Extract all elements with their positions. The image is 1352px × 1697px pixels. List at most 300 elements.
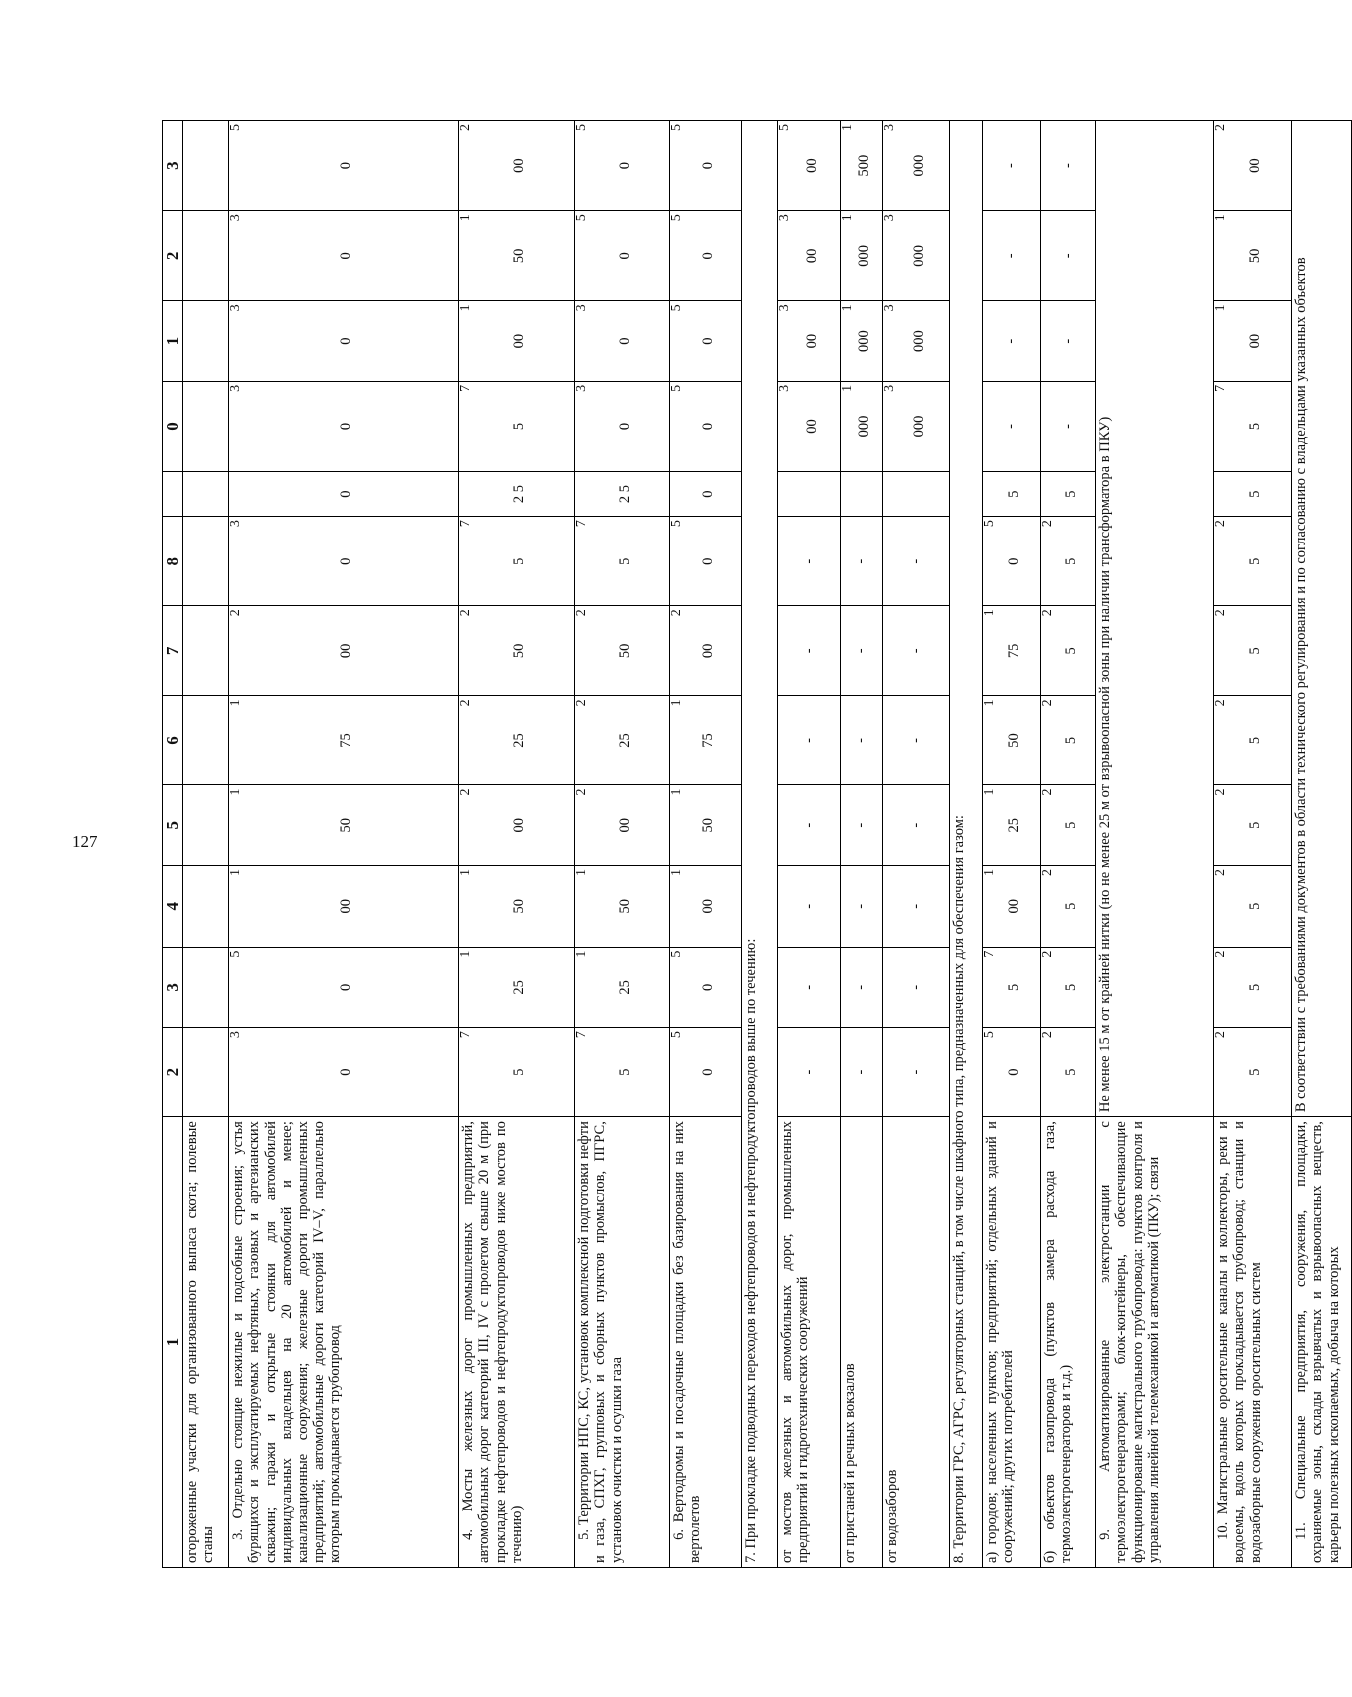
value-leading-digit: 2 — [1040, 1031, 1056, 1039]
value-cell — [883, 381, 950, 471]
column-header-3: 4 — [163, 865, 183, 947]
value-main: 50 — [1247, 248, 1264, 264]
value-leading-digit: 5 — [669, 304, 685, 312]
value-main: 5 — [1062, 647, 1079, 655]
value-leading-digit: 1 — [840, 384, 856, 392]
column-header-4: 5 — [163, 785, 183, 866]
value-leading-digit: 2 — [574, 609, 590, 617]
value-cell — [1214, 606, 1292, 696]
value-leading-digit: 2 — [574, 699, 590, 707]
value-cell — [1041, 947, 1096, 1028]
row-description: 9. Автоматизированные электростанции с термоэлектрогенераторами; блок-контейнеры, обеспечивающие функционирование магистрального трубопровода: пунктов контроля и управления линейной телемеханикой и автоматикой (ПКУ); связи — [1096, 1117, 1214, 1568]
value-cell — [883, 121, 950, 211]
rotated-table-wrapper — [162, 120, 1342, 1568]
column-header-9: 0 — [163, 381, 183, 471]
value-main: 00 — [803, 248, 820, 264]
value-cell — [778, 696, 841, 785]
value-cell — [670, 947, 742, 1028]
value-main: - — [1059, 163, 1076, 169]
column-header-6: 7 — [163, 606, 183, 696]
header-row — [163, 121, 183, 1568]
row-description: 7. При прокладке подводных переходов нефтепроводов и нефтепродуктопроводов выше по течению: — [742, 121, 778, 1568]
value-main: 000 — [856, 330, 873, 353]
value-main: - — [907, 738, 924, 743]
value-main: 0 — [1006, 557, 1023, 565]
value-main: 00 — [511, 158, 528, 173]
value-main: 00 — [1247, 333, 1264, 349]
value-main: 0 — [338, 1068, 355, 1076]
value-leading-digit: 5 — [669, 950, 685, 958]
value-main: 00 — [700, 643, 717, 659]
value-cell — [778, 381, 841, 471]
value-cell — [575, 606, 670, 696]
value-main: 50 — [511, 248, 528, 264]
value-main: 00 — [700, 899, 717, 914]
value-main: 0 — [616, 252, 633, 260]
value-cell — [459, 381, 575, 471]
value-cell — [229, 121, 459, 211]
value-main: 5 — [616, 557, 633, 565]
page-number: 127 — [72, 832, 98, 851]
value-leading-digit: 2 — [1213, 788, 1229, 796]
value-main: - — [1059, 253, 1076, 259]
row-7-intakes — [883, 121, 950, 1568]
value-leading-digit: 3 — [228, 384, 244, 392]
value-cell — [778, 211, 841, 301]
value-leading-digit: 1 — [982, 699, 998, 707]
value-main: 75 — [338, 733, 355, 748]
value-leading-digit: 7 — [574, 520, 590, 528]
value-cell — [883, 517, 950, 606]
row-10 — [1214, 121, 1292, 1568]
value-main: - — [1003, 163, 1020, 169]
value-cell — [670, 696, 742, 785]
value-cell — [1041, 865, 1096, 947]
value-main: 50 — [511, 899, 528, 914]
value-main: 5 — [1062, 490, 1079, 498]
value-leading-digit: 2 — [458, 609, 474, 617]
value-main: - — [907, 903, 924, 909]
value-main: 5 — [1062, 736, 1079, 745]
value-cell — [183, 696, 229, 785]
value-cell — [459, 606, 575, 696]
value-cell — [983, 865, 1041, 947]
value-cell — [575, 785, 670, 866]
value-main: 50 — [338, 817, 355, 833]
value-cell — [229, 865, 459, 947]
value-cell — [883, 211, 950, 301]
value-main: - — [1003, 424, 1020, 429]
value-leading-digit: 2 — [1213, 950, 1229, 958]
row-description: 8. Территории ГРС, АГРС, регуляторных станций, в том числе шкафного типа, предназначенных для обеспечения газом: — [950, 121, 983, 1568]
value-cell — [229, 301, 459, 382]
value-leading-digit: 1 — [228, 788, 244, 796]
value-cell — [1041, 696, 1096, 785]
value-main: - — [1059, 424, 1076, 429]
value-main: 5 — [1247, 902, 1264, 910]
value-main: 0 — [616, 337, 633, 345]
value-main: - — [800, 903, 817, 909]
value-cell — [778, 785, 841, 866]
row-note: Не менее 15 м от крайней нитки (но не менее 25 м от взрывоопасной зоны при наличии трансформатора в ПКУ) — [1096, 121, 1214, 1117]
value-main: 0 — [338, 162, 355, 170]
row-description: от мостов железных и автомобильных дорог, промышленных предприятий и гидротехнических сооружений — [778, 1117, 841, 1568]
value-leading-digit: 2 — [1213, 868, 1229, 876]
value-main: 0 — [338, 983, 355, 991]
column-header-8 — [163, 472, 183, 517]
value-cell — [459, 947, 575, 1028]
row-description: 4. Мосты железных дорог промышленных предприятий, автомобильных дорог категорий III, IV с пролетом свыше 20 м (при прокладке нефтепроводов и нефтепродуктопроводов ниже мостов по течению) — [459, 1117, 575, 1568]
value-cell — [983, 517, 1041, 606]
column-header-0: 1 — [163, 1117, 183, 1568]
value-cell — [841, 472, 883, 517]
value-cell — [575, 947, 670, 1028]
value-main: 5 — [511, 422, 528, 431]
value-cell — [670, 472, 742, 517]
value-leading-digit: 3 — [574, 384, 590, 392]
value-leading-digit: 1 — [458, 304, 474, 312]
value-main: 5 — [1247, 736, 1264, 745]
value-main: 00 — [616, 817, 633, 833]
value-main: - — [853, 903, 870, 909]
row-7-bridges — [778, 121, 841, 1568]
row-5 — [575, 121, 670, 1568]
value-cell — [983, 606, 1041, 696]
value-leading-digit: 1 — [982, 609, 998, 617]
value-cell — [983, 696, 1041, 785]
value-cell — [883, 785, 950, 866]
value-leading-digit: 2 — [228, 609, 244, 617]
value-leading-digit: 3 — [777, 304, 793, 312]
value-cell — [778, 301, 841, 382]
value-leading-digit: 1 — [669, 788, 685, 796]
value-leading-digit: 2 — [458, 124, 474, 131]
value-main: 00 — [338, 643, 355, 659]
row-8a — [983, 121, 1041, 1568]
value-main: 0 — [616, 162, 633, 170]
value-main: 00 — [803, 419, 820, 434]
value-cell — [229, 947, 459, 1028]
value-leading-digit: 5 — [982, 520, 998, 528]
value-main: 00 — [511, 333, 528, 349]
value-main: 0 — [700, 162, 717, 170]
value-leading-digit: 1 — [228, 699, 244, 707]
value-cell — [459, 121, 575, 211]
value-leading-digit: 2 — [458, 788, 474, 796]
value-cell — [1214, 381, 1292, 471]
value-main: 50 — [511, 643, 528, 659]
value-cell — [229, 1028, 459, 1117]
value-main: 0 — [700, 557, 717, 565]
value-cell — [983, 472, 1041, 517]
column-header-10: 1 — [163, 301, 183, 382]
value-main: - — [853, 984, 870, 990]
value-cell — [459, 696, 575, 785]
value-cell — [575, 121, 670, 211]
value-leading-digit: 1 — [669, 699, 685, 707]
value-cell — [1041, 1028, 1096, 1117]
value-leading-digit: 1 — [982, 788, 998, 796]
value-cell — [459, 1028, 575, 1117]
row-description: 5. Территории НПС, КС, установок комплексной подготовки нефти и газа, СПХГ, групповых и сборных пунктов промыслов, ПГРС, установок очистки и осушки газа — [575, 1117, 670, 1568]
value-cell — [229, 472, 459, 517]
value-main: 5 — [1062, 983, 1079, 991]
value-cell — [575, 696, 670, 785]
value-main: - — [907, 558, 924, 564]
value-leading-digit: 3 — [574, 304, 590, 312]
value-cell — [841, 865, 883, 947]
row-fenced-areas — [183, 121, 229, 1568]
value-leading-digit: 5 — [669, 124, 685, 131]
value-main: 25 — [1006, 817, 1023, 833]
value-leading-digit: 1 — [458, 868, 474, 876]
value-cell — [670, 606, 742, 696]
value-main: 000 — [910, 415, 927, 438]
value-main: 000 — [910, 244, 927, 267]
value-cell — [183, 211, 229, 301]
value-main: 0 — [700, 490, 717, 498]
row-8 — [950, 121, 983, 1568]
value-main: 2 5 — [511, 485, 528, 504]
value-cell — [841, 606, 883, 696]
value-cell — [229, 517, 459, 606]
value-main: 00 — [338, 899, 355, 914]
column-header-7: 8 — [163, 517, 183, 606]
value-leading-digit: 1 — [840, 214, 856, 222]
column-header-1: 2 — [163, 1028, 183, 1117]
value-cell — [841, 301, 883, 382]
value-leading-digit: 2 — [574, 788, 590, 796]
value-main: 5 — [1247, 557, 1264, 565]
value-cell — [1214, 785, 1292, 866]
value-leading-digit: 2 — [1040, 520, 1056, 528]
value-cell — [1041, 517, 1096, 606]
value-cell — [1041, 606, 1096, 696]
value-leading-digit: 5 — [228, 124, 244, 131]
value-cell — [883, 865, 950, 947]
value-leading-digit: 1 — [228, 868, 244, 876]
value-cell — [183, 472, 229, 517]
value-main: - — [800, 738, 817, 743]
value-main: 75 — [700, 733, 717, 748]
row-11 — [1292, 121, 1352, 1568]
value-leading-digit: 2 — [1040, 868, 1056, 876]
value-cell — [1041, 211, 1096, 301]
value-main: 50 — [700, 817, 717, 833]
value-leading-digit: 3 — [228, 214, 244, 222]
value-leading-digit: 2 — [1213, 520, 1229, 528]
value-main: 25 — [511, 980, 528, 995]
row-description: 6. Вертодромы и посадочные площадки без базирования на них вертолетов — [670, 1117, 742, 1568]
value-leading-digit: 3 — [882, 384, 898, 392]
value-main: 5 — [1247, 821, 1264, 829]
value-leading-digit: 5 — [669, 214, 685, 222]
row-description: 10. Магистральные оросительные каналы и коллекторы, реки и водоемы, вдоль которых прокладывается трубопровод; станции и водозаборные сооружения оросительных систем — [1214, 1117, 1292, 1568]
value-cell — [983, 947, 1041, 1028]
value-main: 5 — [1006, 490, 1023, 498]
value-main: - — [853, 822, 870, 828]
value-main: 0 — [616, 422, 633, 431]
value-cell — [575, 301, 670, 382]
value-cell — [459, 865, 575, 947]
value-cell — [459, 785, 575, 866]
value-main: 500 — [856, 154, 873, 177]
value-cell — [1041, 301, 1096, 382]
value-cell — [1041, 785, 1096, 866]
value-cell — [183, 606, 229, 696]
value-cell — [778, 472, 841, 517]
value-main: - — [853, 558, 870, 564]
row-description: от водозаборов — [883, 1117, 950, 1568]
value-main: 5 — [1247, 647, 1264, 655]
value-leading-digit: 2 — [1213, 1031, 1229, 1039]
value-main: - — [1059, 338, 1076, 344]
value-main: 000 — [910, 154, 927, 177]
value-cell — [229, 381, 459, 471]
value-main: - — [853, 738, 870, 743]
value-leading-digit: 2 — [1213, 699, 1229, 707]
value-cell — [883, 947, 950, 1028]
value-leading-digit: 1 — [982, 868, 998, 876]
value-cell — [575, 865, 670, 947]
value-cell — [1214, 947, 1292, 1028]
value-leading-digit: 5 — [669, 384, 685, 392]
value-cell — [229, 785, 459, 866]
value-main: - — [800, 1069, 817, 1075]
value-cell — [183, 947, 229, 1028]
value-leading-digit: 2 — [458, 699, 474, 707]
value-main: 0 — [338, 422, 355, 431]
value-main: - — [907, 1069, 924, 1075]
value-leading-digit: 3 — [882, 214, 898, 222]
value-main: 50 — [616, 643, 633, 659]
value-cell — [883, 606, 950, 696]
row-description: а) городов; населенных пунктов; предприятий; отдельных зданий и сооружений; других потребителей — [983, 1117, 1041, 1568]
value-cell — [1041, 472, 1096, 517]
row-3 — [229, 121, 459, 1568]
value-leading-digit: 5 — [574, 214, 590, 222]
value-cell — [1214, 865, 1292, 947]
row-7-piers — [841, 121, 883, 1568]
value-cell — [1214, 696, 1292, 785]
value-leading-digit: 1 — [574, 868, 590, 876]
value-main: 0 — [700, 252, 717, 260]
value-main: 5 — [1062, 902, 1079, 910]
value-cell — [883, 696, 950, 785]
value-cell — [1214, 301, 1292, 382]
value-main: - — [907, 984, 924, 990]
value-main: 0 — [1006, 1068, 1023, 1076]
value-main: 00 — [1247, 158, 1264, 173]
value-leading-digit: 3 — [882, 124, 898, 131]
row-description: б) объектов газопровода (пунктов замера расхода газа, термоэлектрогенераторов и т.д.) — [1041, 1117, 1096, 1568]
value-leading-digit: 2 — [1040, 950, 1056, 958]
row-6 — [670, 121, 742, 1568]
value-leading-digit: 1 — [458, 950, 474, 958]
value-main: 00 — [511, 817, 528, 833]
value-cell — [183, 1028, 229, 1117]
value-main: - — [853, 1069, 870, 1075]
value-main: 5 — [1062, 557, 1079, 565]
value-cell — [183, 517, 229, 606]
value-main: - — [1003, 338, 1020, 344]
value-leading-digit: 2 — [1040, 788, 1056, 796]
value-leading-digit: 1 — [1213, 214, 1229, 222]
column-header-11: 2 — [163, 211, 183, 301]
value-cell — [841, 947, 883, 1028]
row-4 — [459, 121, 575, 1568]
value-cell — [670, 121, 742, 211]
value-main: - — [800, 822, 817, 828]
value-cell — [1214, 121, 1292, 211]
value-cell — [459, 517, 575, 606]
value-main: 00 — [1006, 899, 1023, 914]
value-cell — [841, 381, 883, 471]
row-note: В соответствии с требованиями документов в области технического регулирования и по согласованию с владельцами указанных объектов — [1292, 121, 1352, 1117]
value-leading-digit: 2 — [1213, 124, 1229, 131]
value-cell — [229, 211, 459, 301]
value-main: 5 — [1062, 1068, 1079, 1076]
value-leading-digit: 7 — [458, 520, 474, 528]
value-cell — [883, 472, 950, 517]
value-main: 50 — [616, 899, 633, 914]
value-cell — [575, 1028, 670, 1117]
value-leading-digit: 3 — [882, 304, 898, 312]
value-cell — [575, 517, 670, 606]
value-leading-digit: 3 — [228, 304, 244, 312]
value-main: 5 — [511, 1068, 528, 1076]
value-cell — [670, 785, 742, 866]
value-main: 000 — [910, 330, 927, 353]
value-cell — [841, 211, 883, 301]
row-description: 3. Отдельно стоящие нежилые и подсобные строения; устья бурящихся и эксплуатируемых нефтяных, газовых и артезианских скважин; гаражи и открытые стоянки для автомобилей индивидуальных владельцев на 20 автомобилей и менее; канализационные сооружения; железные дороги промышленных предприятий; автомобильные дороги категорий IV–V, параллельно которым прокладывается трубопровод — [229, 1117, 459, 1568]
value-cell — [1214, 1028, 1292, 1117]
value-cell — [183, 121, 229, 211]
value-cell — [670, 381, 742, 471]
value-main: 000 — [856, 415, 873, 438]
value-main: 0 — [700, 422, 717, 431]
value-main: - — [1003, 253, 1020, 259]
value-main: - — [907, 648, 924, 654]
column-header-5: 6 — [163, 696, 183, 785]
value-cell — [229, 696, 459, 785]
value-cell — [841, 1028, 883, 1117]
value-cell — [841, 785, 883, 866]
value-cell — [1214, 211, 1292, 301]
value-main: 5 — [616, 1068, 633, 1076]
value-leading-digit: 5 — [669, 520, 685, 528]
value-main: 5 — [511, 557, 528, 565]
value-main: 25 — [616, 980, 633, 995]
value-cell — [459, 472, 575, 517]
value-leading-digit: 7 — [1213, 384, 1229, 392]
value-cell — [778, 1028, 841, 1117]
value-main: 0 — [338, 252, 355, 260]
value-leading-digit: 7 — [982, 950, 998, 958]
value-cell — [459, 301, 575, 382]
value-leading-digit: 1 — [840, 304, 856, 312]
value-cell — [575, 211, 670, 301]
value-cell — [575, 472, 670, 517]
value-main: 0 — [700, 337, 717, 345]
value-main: - — [800, 984, 817, 990]
value-cell — [778, 517, 841, 606]
value-cell — [1214, 472, 1292, 517]
value-cell — [841, 517, 883, 606]
value-leading-digit: 2 — [1040, 609, 1056, 617]
value-leading-digit: 5 — [777, 124, 793, 131]
row-description: огороженные участки для организованного выпаса скота; полевые станы — [183, 1117, 229, 1568]
